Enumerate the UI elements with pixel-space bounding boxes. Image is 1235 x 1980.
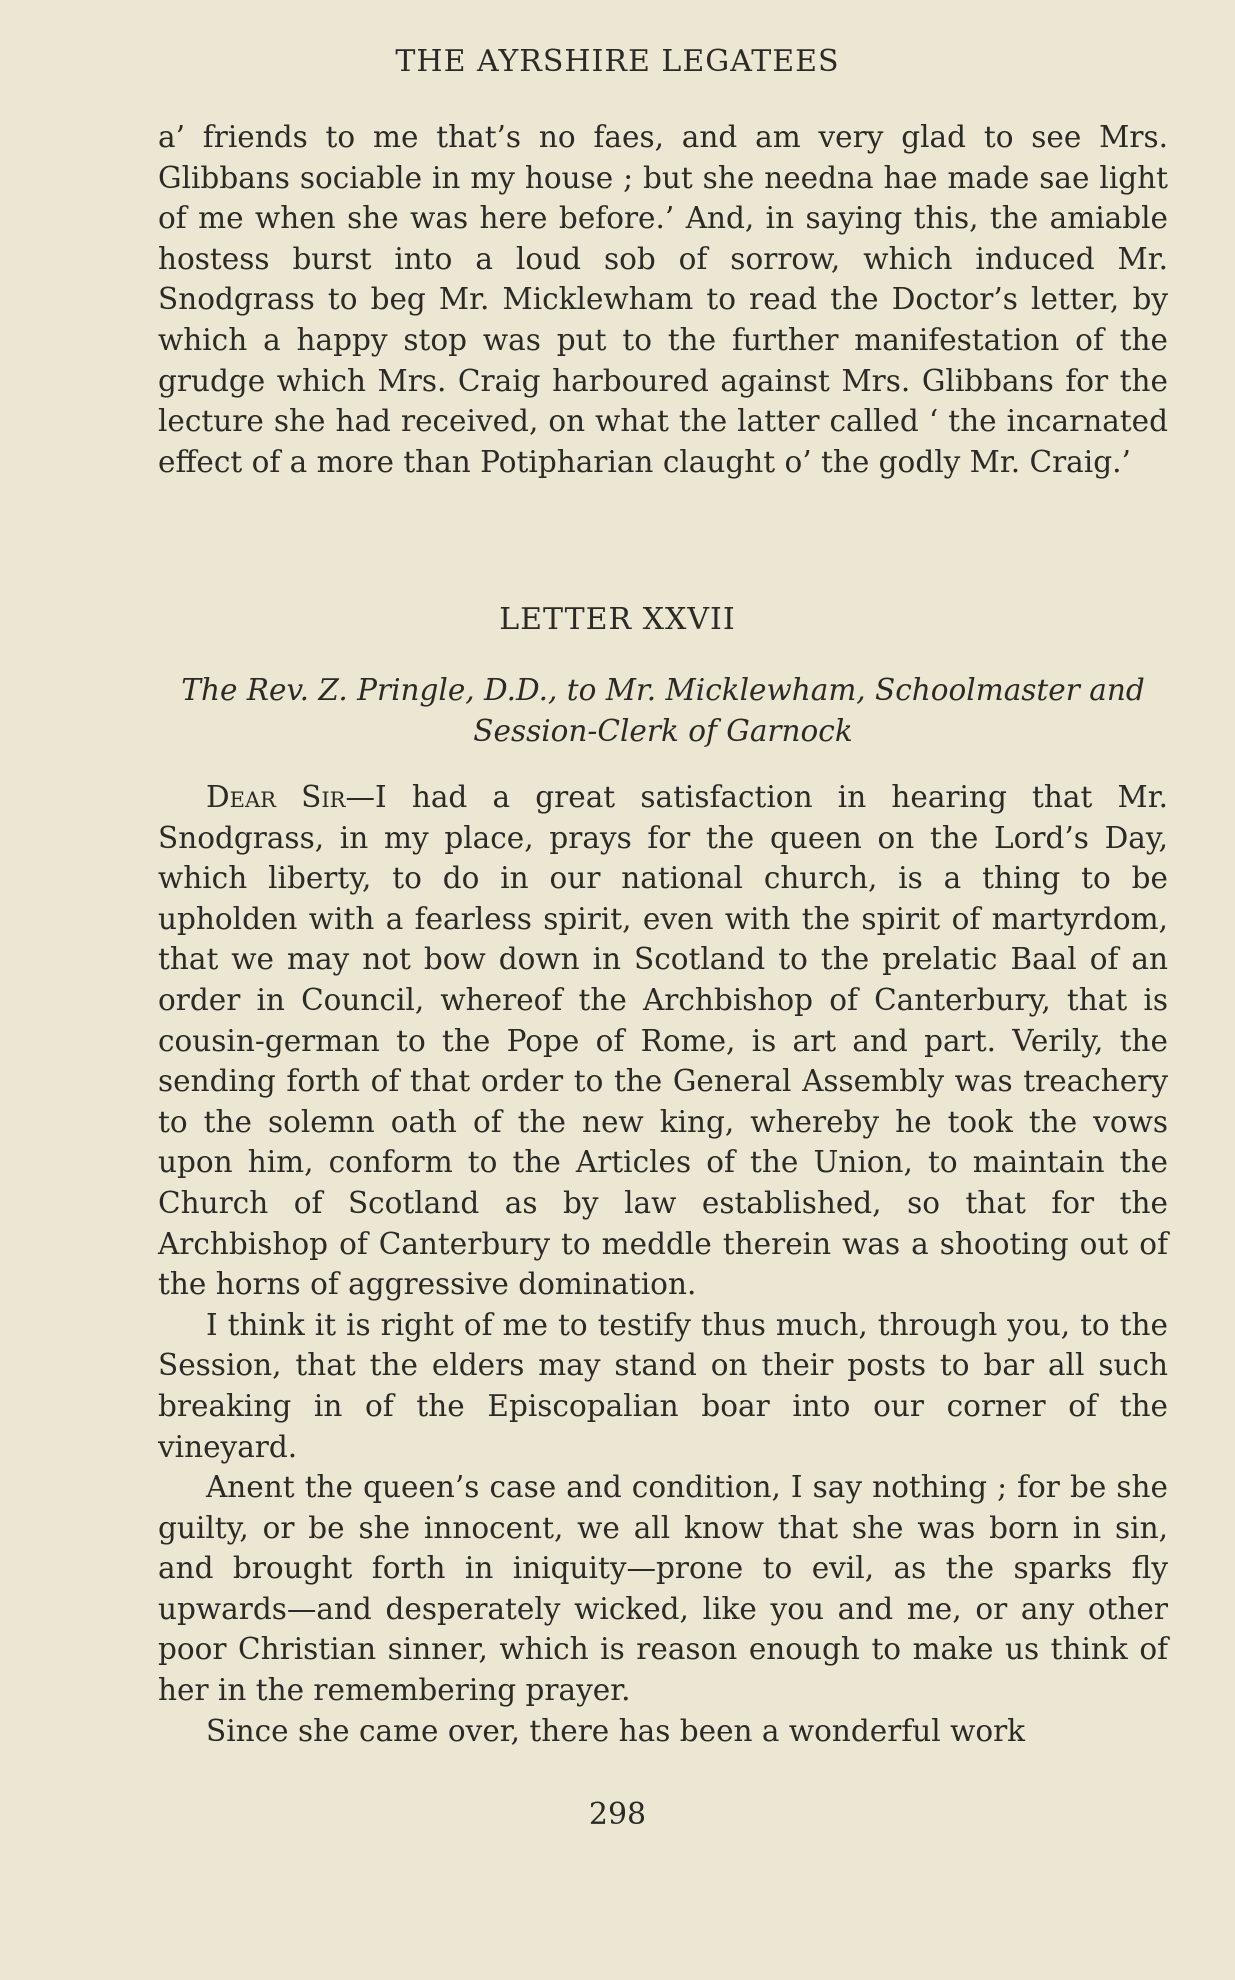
letter-body — [158, 777, 1168, 1751]
letter-address: The Rev. Z. Pringle, D.D., to Mr. Micklewham, Schoolmaster and Session-Clerk of Garnock — [181, 673, 1145, 748]
paragraph: Anent the queen’s case and condition, I say nothing ; for be she guilty, or be she innocent, we all know that she was born in sin, and brought forth in iniquity—prone to evil, as the sparks fly upwards—and desperately wicked, like you and me, or any other poor Christian sinner, which is reason enough to make us think of her in the remembering prayer. — [158, 1470, 1168, 1708]
letter-heading: LETTER XXVII — [499, 602, 736, 637]
continuation-text — [158, 117, 1168, 482]
paragraph: I think it is right of me to testify thus much, through you, to the Session, that the elders may stand on their posts to bar all such breaking in of the Episcopalian boar into our corner of the vineyard. — [158, 1307, 1168, 1464]
paragraph-text: —I had a great satisfaction in hearing that Mr. Snodgrass, in my place, prays for the queen on the Lord’s Day, which liberty, to do in our national church, is a thing to be upholden with a fearless spirit, even with the spirit of martyrdom, that we may not bow down in Scotland to the prelatic Baal of an order in Council, whereof the Archbishop of Canterbury, that is cousin-german to the Pope of Rome, is art and part. Verily, the sending forth of that order to the General Assembly was treachery to the solemn oath of the new king, whereby he took the vows upon him, conform to the Articles of the Union, to maintain the Church of Scotland as by law established, so that for the Archbishop of Canterbury to meddle therein was a shooting out of the horns of aggressive domination. — [158, 780, 1168, 1302]
paragraph: Since she came over, there has been a wonderful work — [206, 1713, 1026, 1748]
page-number: 298 — [588, 1797, 647, 1832]
running-title: THE AYRSHIRE LEGATEES — [395, 44, 840, 79]
salutation: Dear Sir — [206, 780, 346, 814]
paragraph — [158, 777, 1168, 1305]
paragraph: a’ friends to me that’s no faes, and am very glad to see Mrs. Glibbans sociable in my house ; but she needna hae made sae light of me when she was here before.’ And, in saying this, the amiable hostess burst into a loud sob of sorrow, which induced Mr. Snodgrass to beg Mr. Micklewham to read the Doctor’s letter, by which a happy stop was put to the further manifestation of the grudge which Mrs. Craig harboured against Mrs. Glibbans for the lecture she had received, on what the latter called ‘ the incarnated effect of a more than Potipharian claught o’ the godly Mr. Craig.’ — [158, 120, 1168, 479]
